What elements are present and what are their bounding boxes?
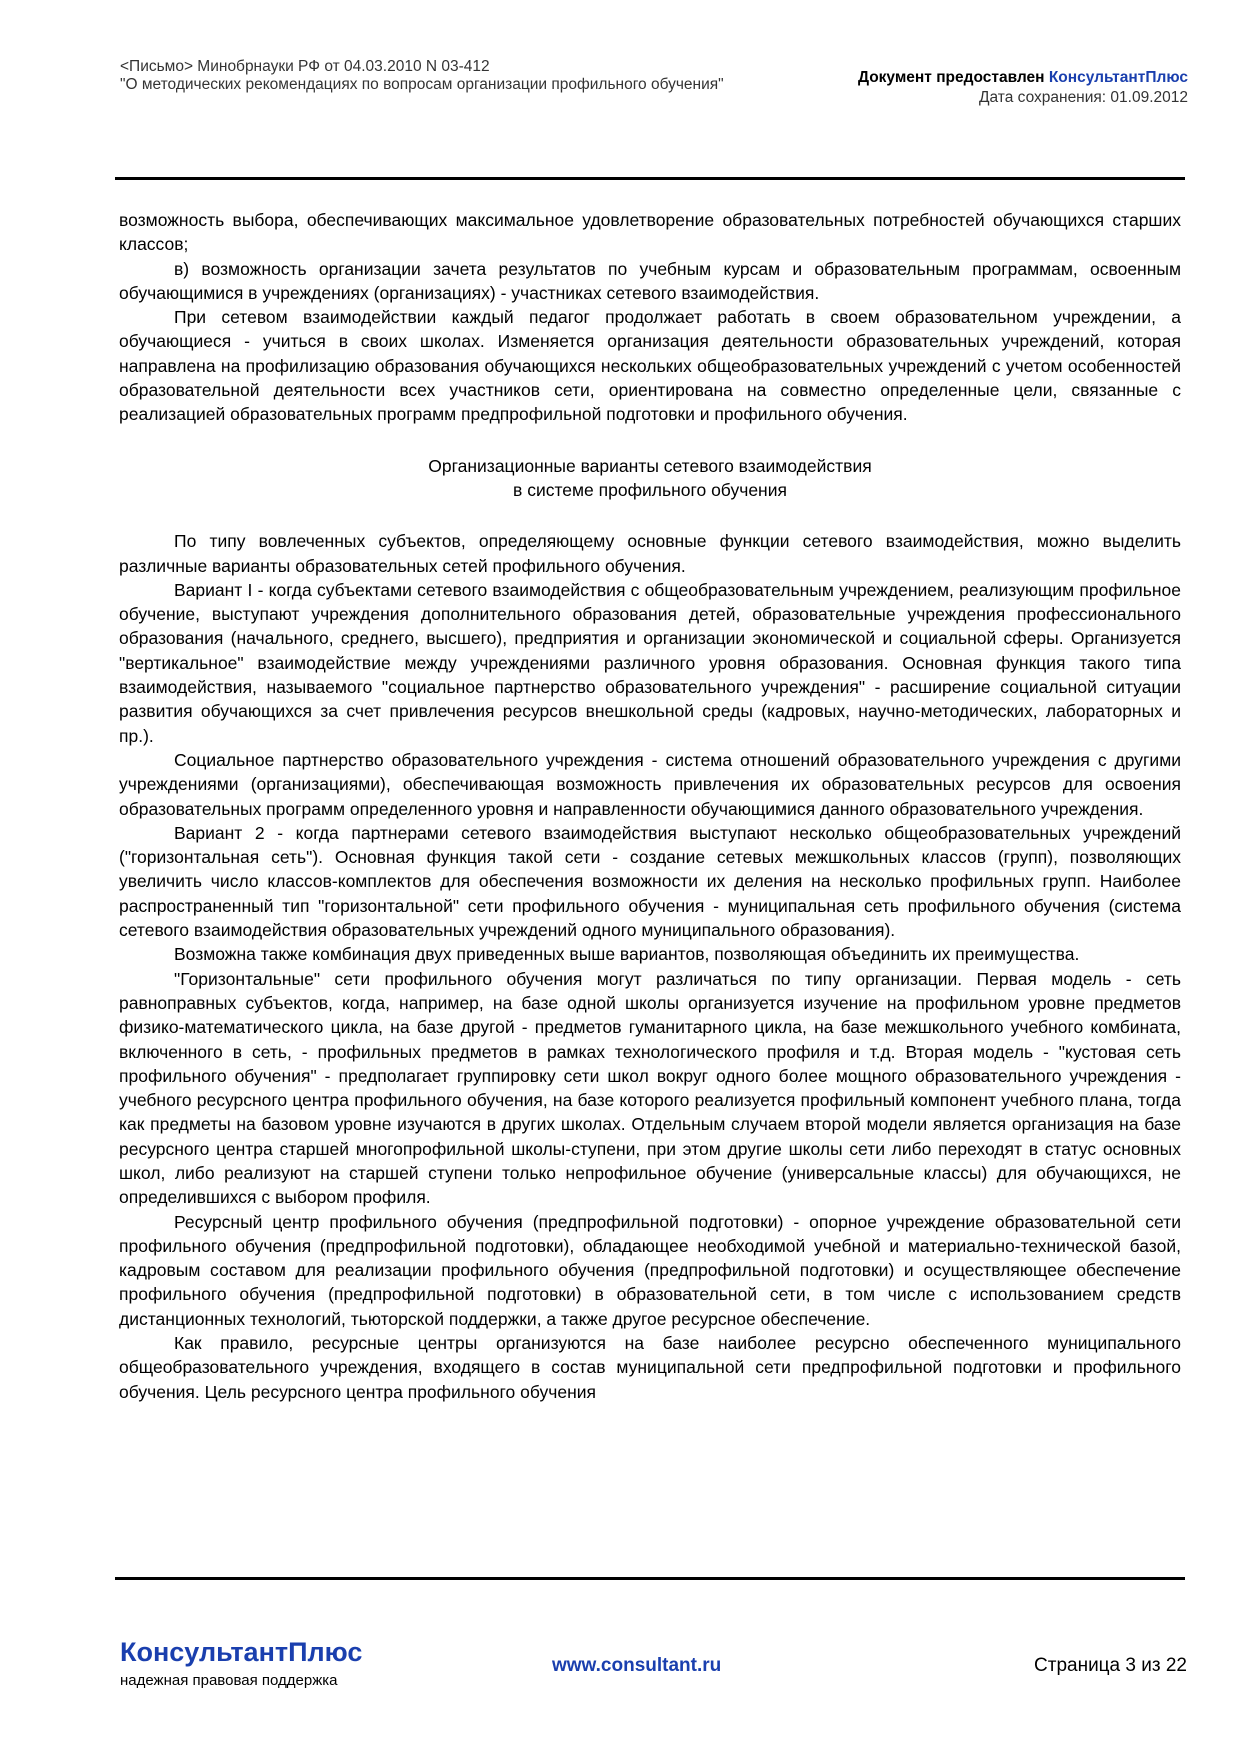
section-heading-line-2: в системе профильного обучения [513, 479, 787, 500]
header-divider [115, 177, 1185, 180]
paragraph: Социальное партнерство образовательного учреждения - система отношений образовательного учреждения с другими учреждениями (организациями), обеспечивающая возможность привлечения их образовательных ресурсов для освоения образовательных программ определенного уровня и направленности обучающимися данного образовательного учреждения. [119, 749, 1181, 819]
paragraph: Ресурсный центр профильного обучения (предпрофильной подготовки) - опорное учреждение образовательной сети профильного обучения (предпрофильной подготовки), обладающее необходимой учебной и материально-технической базой, кадровым составом для реализации профильного обучения (предпрофильной подготовки) и осуществляющее обеспечение профильного обучения (предпрофильной подготовки) в образовательной сети, в том числе с использованием средств дистанционных технологий, тьюторской поддержки, а также другое ресурсное обеспечение. [119, 1211, 1181, 1329]
paragraph: Вариант 2 - когда партнерами сетевого взаимодействия выступают несколько общеобразовательных учреждений ("горизонтальная сеть"). Основная функция такой сети - создание сетевых межшкольных классов (групп), позволяющих увеличить число классов-комплектов для обеспечения возможности их деления на несколько профильных групп. Наиболее распространенный тип "горизонтальной" сети профильного обучения - муниципальная сеть профильного обучения (система сетевого взаимодействия образовательных учреждений одного муниципального образования). [119, 822, 1181, 941]
paragraph: Вариант I - когда субъектами сетевого взаимодействия с общеобразовательным учреждением, реализующим профильное обучение, выступают учреждения дополнительного образования детей, образовательные учреждения профессионального образования (начального, среднего, высшего), предприятия и организации экономической и социальной сферы. Организуется "вертикальное" взаимодействие между учреждениями различного уровня образования. Основная функция такого типа взаимодействия, называемого "социальное партнерство образовательного учреждения" - расширение социальной ситуации развития обучающихся за счет привлечения ресурсов внешкольной среды (кадровых, научно-методических, лабораторных и пр.). [119, 579, 1181, 746]
footer-logo [120, 1637, 362, 1689]
document-body [119, 208, 1181, 1404]
provided-label: Документ предоставлен [857, 69, 1045, 86]
document-title-line-1: <Письмо> Минобрнауки РФ от 04.03.2010 N 03-412 [120, 58, 490, 75]
provider-name: КонсультантПлюс [1048, 69, 1188, 86]
footer-brand-tagline: надежная правовая поддержка [120, 1672, 338, 1689]
footer-brand-name: КонсультантПлюс [120, 1637, 363, 1667]
paragraph: возможность выбора, обеспечивающих максимальное удовлетворение образовательных потребностей обучающихся старших классов; [119, 210, 1181, 255]
paragraph: Как правило, ресурсные центры организуются на базе наиболее ресурсно обеспеченного муниципального общеобразовательного учреждения, входящего в состав муниципальной сети предпрофильной подготовки и профильного обучения. Цель ресурсного центра профильного обучения [119, 1333, 1181, 1402]
paragraph: По типу вовлеченных субъектов, определяющему основные функции сетевого взаимодействия, можно выделить различные варианты образовательных сетей профильного обучения. [119, 531, 1181, 576]
section-heading [119, 454, 1181, 503]
paragraph: При сетевом взаимодействии каждый педагог продолжает работать в своем образовательном учреждении, а обучающиеся - учиться в своих школах. Изменяется организация деятельности образовательных учреждений, которая направлена на профилизацию образования обучающихся нескольких общеобразовательных учреждений с учетом особенностей образовательной деятельности всех участников сети, ориентирована на совместно определенные цели, связанные с реализацией образовательных программ предпрофильной подготовки и профильного обучения. [119, 307, 1181, 425]
page-number: Страница 3 из 22 [1034, 1655, 1187, 1676]
paragraph: "Горизонтальные" сети профильного обучения могут различаться по типу организации. Первая модель - сеть равноправных субъектов, когда, например, на базе одной школы организуется изучение на профильном уровне предметов физико-математического цикла, на базе другой - предметов гуманитарного цикла, на базе межшкольного учебного комбината, включенного в сеть, - профильных предметов в рамках технологического профиля и т.д. Вторая модель - "кустовая сеть профильного обучения" - предполагает группировку сети школ вокруг одного более мощного образовательного учреждения - учебного ресурсного центра профильного обучения, на базе которого реализуется профильный компонент учебного плана, тогда как предметы на базовом уровне изучаются в других школах. Отдельным случаем второй модели является организация на базе ресурсного центра старшей многопрофильной школы-ступени, при этом другие школы сети либо переходят в статус основных школ, либо реализуют на старшей ступени только непрофильное обучение (универсальные классы) для обучающихся, не определившихся с выбором профиля. [119, 968, 1181, 1208]
website-link[interactable]: www.consultant.ru [552, 1655, 722, 1676]
paragraph: в) возможность организации зачета результатов по учебным курсам и образовательным программам, освоенным обучающимися в учреждениях (организациях) - участниках сетевого взаимодействия. [119, 258, 1181, 303]
section-heading-line-1: Организационные варианты сетевого взаимодействия [428, 455, 872, 476]
document-header-title [120, 58, 740, 94]
provider-info [858, 68, 1188, 108]
document-title-line-2: "О методических рекомендациях по вопросам организации профильного обучения" [120, 76, 724, 93]
paragraph: Возможна также комбинация двух приведенных выше вариантов, позволяющая объединить их преимущества. [174, 944, 1080, 965]
footer-divider [115, 1577, 1185, 1580]
save-date: Дата сохранения: 01.09.2012 [979, 89, 1188, 106]
